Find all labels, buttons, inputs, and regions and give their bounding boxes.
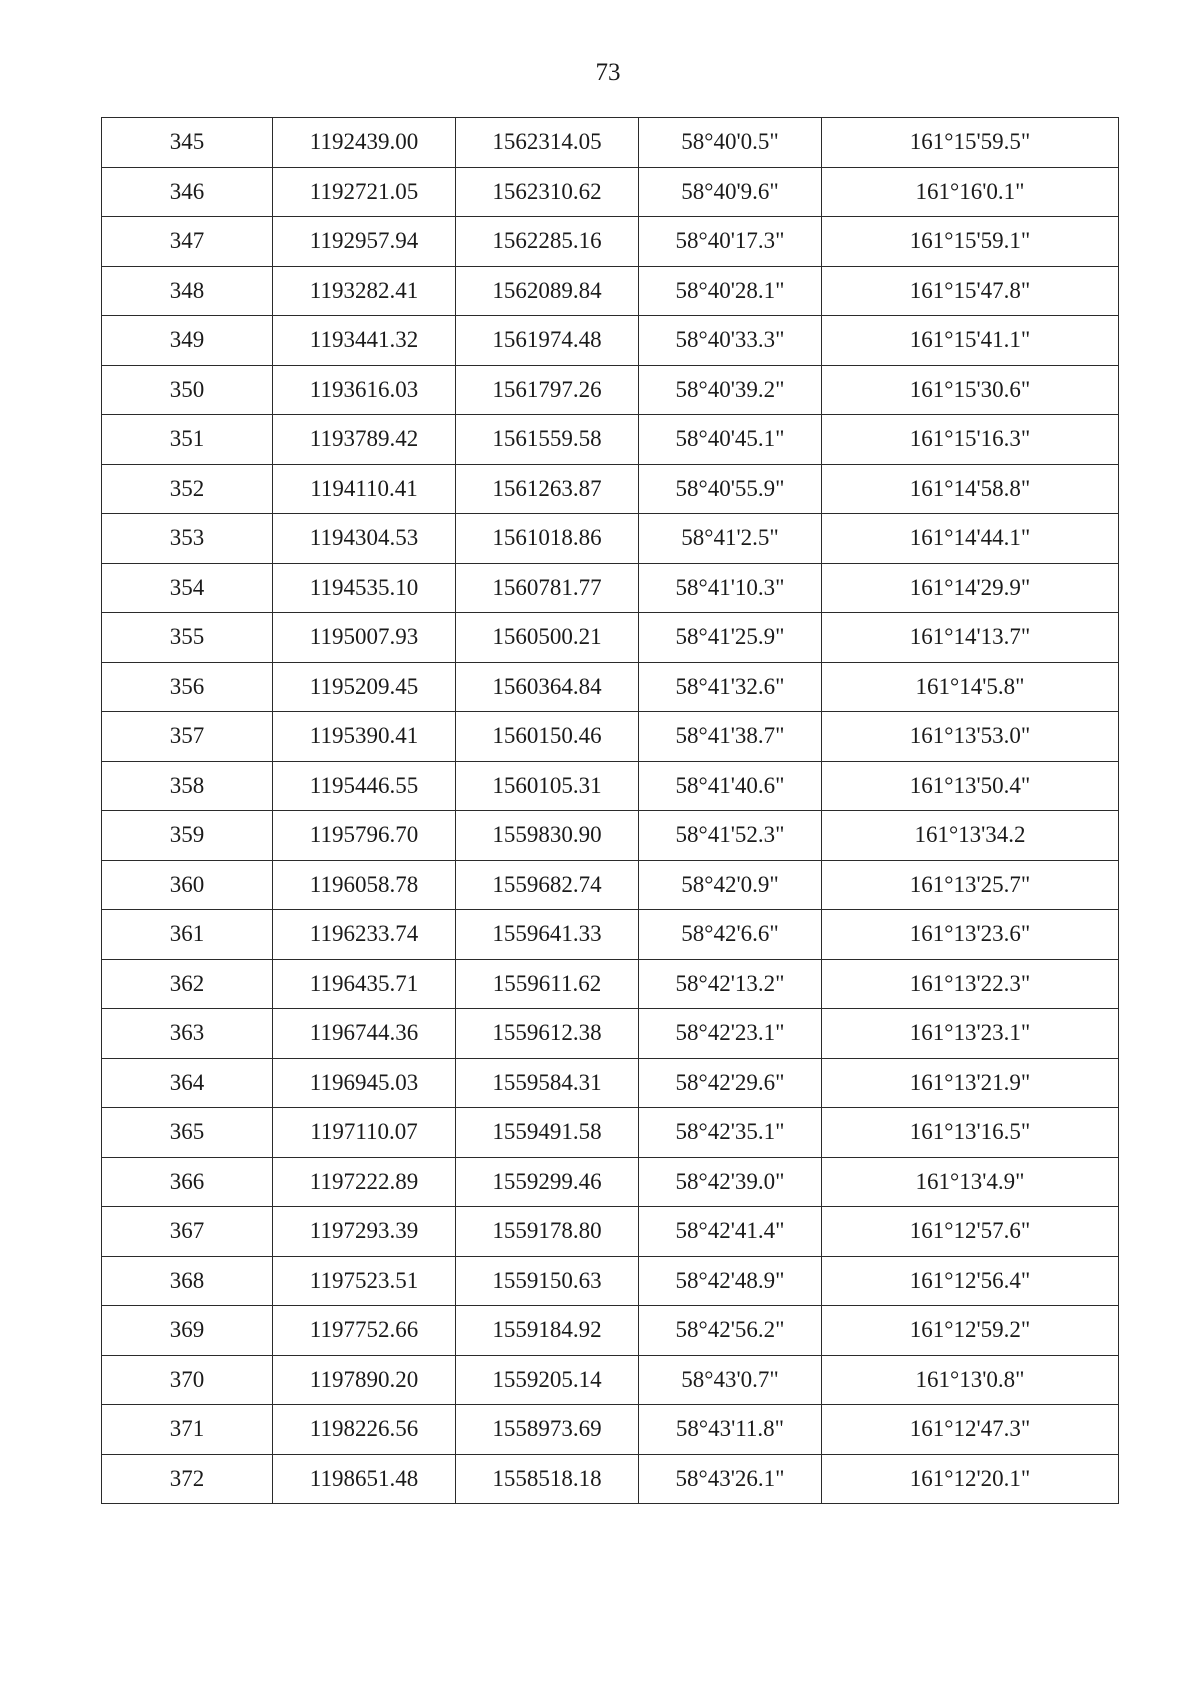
longitude-cell: 161°13'23.1" <box>822 1009 1119 1059</box>
latitude-cell: 58°42'6.6" <box>639 910 822 960</box>
coordinates-table-body <box>102 118 1119 1504</box>
table-row <box>102 959 1119 1009</box>
x-coordinate-cell: 1192721.05 <box>273 167 456 217</box>
table-row <box>102 1405 1119 1455</box>
table-row <box>102 1009 1119 1059</box>
table-row <box>102 712 1119 762</box>
longitude-cell: 161°13'25.7" <box>822 860 1119 910</box>
latitude-cell: 58°41'40.6" <box>639 761 822 811</box>
x-coordinate-cell: 1195796.70 <box>273 811 456 861</box>
y-coordinate-cell: 1559491.58 <box>456 1108 639 1158</box>
y-coordinate-cell: 1561559.58 <box>456 415 639 465</box>
table-row <box>102 811 1119 861</box>
point-number-cell: 357 <box>102 712 273 762</box>
x-coordinate-cell: 1198651.48 <box>273 1454 456 1504</box>
point-number-cell: 362 <box>102 959 273 1009</box>
point-number-cell: 369 <box>102 1306 273 1356</box>
longitude-cell: 161°12'47.3" <box>822 1405 1119 1455</box>
point-number-cell: 356 <box>102 662 273 712</box>
x-coordinate-cell: 1195209.45 <box>273 662 456 712</box>
x-coordinate-cell: 1196058.78 <box>273 860 456 910</box>
point-number-cell: 354 <box>102 563 273 613</box>
x-coordinate-cell: 1194535.10 <box>273 563 456 613</box>
x-coordinate-cell: 1193441.32 <box>273 316 456 366</box>
point-number-cell: 363 <box>102 1009 273 1059</box>
y-coordinate-cell: 1559184.92 <box>456 1306 639 1356</box>
longitude-cell: 161°15'59.5" <box>822 118 1119 168</box>
x-coordinate-cell: 1196945.03 <box>273 1058 456 1108</box>
point-number-cell: 367 <box>102 1207 273 1257</box>
longitude-cell: 161°12'57.6" <box>822 1207 1119 1257</box>
point-number-cell: 361 <box>102 910 273 960</box>
x-coordinate-cell: 1197890.20 <box>273 1355 456 1405</box>
table-row <box>102 613 1119 663</box>
y-coordinate-cell: 1559150.63 <box>456 1256 639 1306</box>
latitude-cell: 58°42'41.4" <box>639 1207 822 1257</box>
table-row <box>102 563 1119 613</box>
x-coordinate-cell: 1194110.41 <box>273 464 456 514</box>
x-coordinate-cell: 1197523.51 <box>273 1256 456 1306</box>
longitude-cell: 161°13'34.2 <box>822 811 1119 861</box>
x-coordinate-cell: 1192439.00 <box>273 118 456 168</box>
y-coordinate-cell: 1560781.77 <box>456 563 639 613</box>
table-row <box>102 365 1119 415</box>
y-coordinate-cell: 1560105.31 <box>456 761 639 811</box>
y-coordinate-cell: 1561974.48 <box>456 316 639 366</box>
longitude-cell: 161°13'50.4" <box>822 761 1119 811</box>
longitude-cell: 161°12'20.1" <box>822 1454 1119 1504</box>
table-row <box>102 415 1119 465</box>
latitude-cell: 58°40'0.5" <box>639 118 822 168</box>
latitude-cell: 58°40'17.3" <box>639 217 822 267</box>
x-coordinate-cell: 1195446.55 <box>273 761 456 811</box>
longitude-cell: 161°15'41.1" <box>822 316 1119 366</box>
table-row <box>102 1454 1119 1504</box>
latitude-cell: 58°41'2.5" <box>639 514 822 564</box>
longitude-cell: 161°13'0.8" <box>822 1355 1119 1405</box>
x-coordinate-cell: 1193282.41 <box>273 266 456 316</box>
y-coordinate-cell: 1561263.87 <box>456 464 639 514</box>
latitude-cell: 58°42'13.2" <box>639 959 822 1009</box>
table-row <box>102 860 1119 910</box>
latitude-cell: 58°42'0.9" <box>639 860 822 910</box>
x-coordinate-cell: 1195007.93 <box>273 613 456 663</box>
latitude-cell: 58°42'35.1" <box>639 1108 822 1158</box>
point-number-cell: 364 <box>102 1058 273 1108</box>
x-coordinate-cell: 1193616.03 <box>273 365 456 415</box>
table-row <box>102 1256 1119 1306</box>
point-number-cell: 355 <box>102 613 273 663</box>
x-coordinate-cell: 1196744.36 <box>273 1009 456 1059</box>
longitude-cell: 161°13'23.6" <box>822 910 1119 960</box>
latitude-cell: 58°42'39.0" <box>639 1157 822 1207</box>
table-row <box>102 167 1119 217</box>
table-row <box>102 1058 1119 1108</box>
point-number-cell: 366 <box>102 1157 273 1207</box>
table-row <box>102 266 1119 316</box>
y-coordinate-cell: 1562310.62 <box>456 167 639 217</box>
y-coordinate-cell: 1559611.62 <box>456 959 639 1009</box>
longitude-cell: 161°14'13.7" <box>822 613 1119 663</box>
point-number-cell: 368 <box>102 1256 273 1306</box>
table-row <box>102 217 1119 267</box>
point-number-cell: 353 <box>102 514 273 564</box>
x-coordinate-cell: 1194304.53 <box>273 514 456 564</box>
longitude-cell: 161°14'44.1" <box>822 514 1119 564</box>
table-row <box>102 1108 1119 1158</box>
longitude-cell: 161°13'53.0" <box>822 712 1119 762</box>
y-coordinate-cell: 1559830.90 <box>456 811 639 861</box>
latitude-cell: 58°41'25.9" <box>639 613 822 663</box>
table-row <box>102 910 1119 960</box>
table-row <box>102 761 1119 811</box>
x-coordinate-cell: 1197752.66 <box>273 1306 456 1356</box>
table-row <box>102 1157 1119 1207</box>
latitude-cell: 58°40'39.2" <box>639 365 822 415</box>
y-coordinate-cell: 1559178.80 <box>456 1207 639 1257</box>
longitude-cell: 161°16'0.1" <box>822 167 1119 217</box>
point-number-cell: 345 <box>102 118 273 168</box>
table-row <box>102 1306 1119 1356</box>
point-number-cell: 352 <box>102 464 273 514</box>
coordinates-table <box>101 117 1119 1504</box>
x-coordinate-cell: 1198226.56 <box>273 1405 456 1455</box>
y-coordinate-cell: 1562314.05 <box>456 118 639 168</box>
y-coordinate-cell: 1562285.16 <box>456 217 639 267</box>
longitude-cell: 161°13'22.3" <box>822 959 1119 1009</box>
y-coordinate-cell: 1559641.33 <box>456 910 639 960</box>
y-coordinate-cell: 1560150.46 <box>456 712 639 762</box>
y-coordinate-cell: 1558973.69 <box>456 1405 639 1455</box>
latitude-cell: 58°41'52.3" <box>639 811 822 861</box>
x-coordinate-cell: 1195390.41 <box>273 712 456 762</box>
table-row <box>102 1355 1119 1405</box>
table-row <box>102 1207 1119 1257</box>
point-number-cell: 358 <box>102 761 273 811</box>
table-row <box>102 514 1119 564</box>
latitude-cell: 58°42'29.6" <box>639 1058 822 1108</box>
latitude-cell: 58°40'55.9" <box>639 464 822 514</box>
latitude-cell: 58°40'9.6" <box>639 167 822 217</box>
y-coordinate-cell: 1559584.31 <box>456 1058 639 1108</box>
page-number: 73 <box>595 59 621 86</box>
point-number-cell: 347 <box>102 217 273 267</box>
y-coordinate-cell: 1561797.26 <box>456 365 639 415</box>
point-number-cell: 350 <box>102 365 273 415</box>
point-number-cell: 351 <box>102 415 273 465</box>
point-number-cell: 370 <box>102 1355 273 1405</box>
point-number-cell: 372 <box>102 1454 273 1504</box>
point-number-cell: 348 <box>102 266 273 316</box>
x-coordinate-cell: 1197110.07 <box>273 1108 456 1158</box>
point-number-cell: 371 <box>102 1405 273 1455</box>
longitude-cell: 161°14'5.8" <box>822 662 1119 712</box>
x-coordinate-cell: 1193789.42 <box>273 415 456 465</box>
latitude-cell: 58°42'23.1" <box>639 1009 822 1059</box>
latitude-cell: 58°42'48.9" <box>639 1256 822 1306</box>
latitude-cell: 58°43'11.8" <box>639 1405 822 1455</box>
longitude-cell: 161°15'16.3" <box>822 415 1119 465</box>
table-row <box>102 464 1119 514</box>
y-coordinate-cell: 1561018.86 <box>456 514 639 564</box>
y-coordinate-cell: 1559612.38 <box>456 1009 639 1059</box>
y-coordinate-cell: 1558518.18 <box>456 1454 639 1504</box>
longitude-cell: 161°15'59.1" <box>822 217 1119 267</box>
point-number-cell: 359 <box>102 811 273 861</box>
longitude-cell: 161°15'30.6" <box>822 365 1119 415</box>
latitude-cell: 58°42'56.2" <box>639 1306 822 1356</box>
longitude-cell: 161°15'47.8" <box>822 266 1119 316</box>
longitude-cell: 161°12'56.4" <box>822 1256 1119 1306</box>
longitude-cell: 161°13'21.9" <box>822 1058 1119 1108</box>
longitude-cell: 161°14'29.9" <box>822 563 1119 613</box>
latitude-cell: 58°41'10.3" <box>639 563 822 613</box>
longitude-cell: 161°14'58.8" <box>822 464 1119 514</box>
y-coordinate-cell: 1559299.46 <box>456 1157 639 1207</box>
latitude-cell: 58°43'0.7" <box>639 1355 822 1405</box>
y-coordinate-cell: 1560364.84 <box>456 662 639 712</box>
x-coordinate-cell: 1197293.39 <box>273 1207 456 1257</box>
latitude-cell: 58°43'26.1" <box>639 1454 822 1504</box>
y-coordinate-cell: 1559682.74 <box>456 860 639 910</box>
longitude-cell: 161°13'4.9" <box>822 1157 1119 1207</box>
x-coordinate-cell: 1196233.74 <box>273 910 456 960</box>
x-coordinate-cell: 1197222.89 <box>273 1157 456 1207</box>
y-coordinate-cell: 1559205.14 <box>456 1355 639 1405</box>
point-number-cell: 346 <box>102 167 273 217</box>
table-row <box>102 118 1119 168</box>
latitude-cell: 58°40'45.1" <box>639 415 822 465</box>
point-number-cell: 360 <box>102 860 273 910</box>
longitude-cell: 161°13'16.5" <box>822 1108 1119 1158</box>
latitude-cell: 58°41'32.6" <box>639 662 822 712</box>
table-row <box>102 316 1119 366</box>
point-number-cell: 365 <box>102 1108 273 1158</box>
latitude-cell: 58°40'28.1" <box>639 266 822 316</box>
point-number-cell: 349 <box>102 316 273 366</box>
x-coordinate-cell: 1192957.94 <box>273 217 456 267</box>
table-row <box>102 662 1119 712</box>
y-coordinate-cell: 1562089.84 <box>456 266 639 316</box>
y-coordinate-cell: 1560500.21 <box>456 613 639 663</box>
longitude-cell: 161°12'59.2" <box>822 1306 1119 1356</box>
latitude-cell: 58°41'38.7" <box>639 712 822 762</box>
latitude-cell: 58°40'33.3" <box>639 316 822 366</box>
x-coordinate-cell: 1196435.71 <box>273 959 456 1009</box>
